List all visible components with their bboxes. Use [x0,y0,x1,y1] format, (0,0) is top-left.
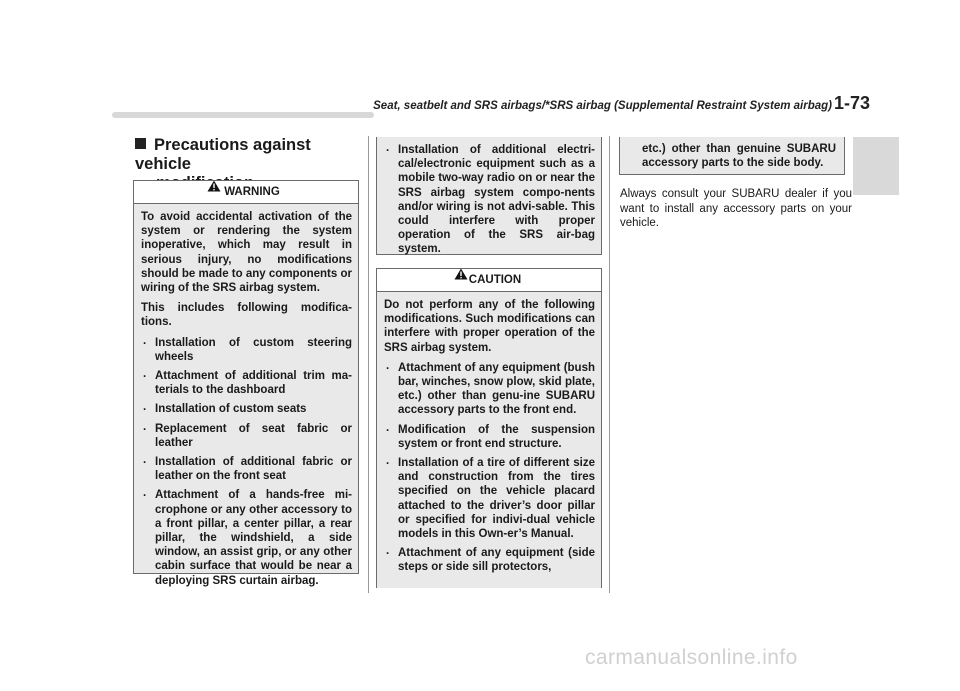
warning-triangle-icon [207,180,221,192]
caution-header [377,269,601,292]
section-title-line1: Precautions against vehicle [135,136,311,173]
column-divider-2 [609,136,610,593]
list-item: . Replacement of seat fabric or leather [141,422,352,450]
list-item: . Installation of a tire of different size and construction from the tires specified on the vehicle placard attached to the driver’s door pillar or specified for indivi-dual vehicle models in this Own-er’s Manual. [384,456,595,541]
watermark: carmanualsonline.info [585,646,798,669]
body-paragraph: Always consult your SUBARU dealer if you want to install any accessory parts on your vehicle. [620,188,852,229]
caution-box [376,268,602,588]
caution-box-continued [619,137,845,175]
list-item: . Installation of additional electri-cal/electronic equipment such as a mobile two-way radio on or near the SRS airbag system compo-nents and/or wiring is not advi-sable. This could interfere with proper operation of the SRS air-bag system. [384,143,595,257]
warning-header [134,181,358,204]
caution-triangle-icon [454,268,468,280]
list-item: . Installation of additional fabric or leather on the front seat [141,455,352,483]
chapter-tab [853,137,899,195]
header-rule [112,112,374,118]
section-marker-icon [135,138,146,149]
list-item: . Attachment of any equipment (bush bar, winches, snow plow, skid plate, etc.) other than genu-ine SUBARU accessory parts to the front end. [384,361,595,418]
list-item: . Attachment of any equipment (side steps or side sill protectors, [384,546,595,574]
list-item: . Modification of the suspension system or front end structure. [384,423,595,451]
list-item: . Installation of custom seats [141,402,352,416]
warning-continued-body [377,137,601,266]
warning-paragraph: To avoid accidental activation of the system or rendering the system inoperative, which may result in serious injury, no modifications should be made to any components or wiring of the SRS airbag system. [141,211,352,295]
warning-label: WARNING [224,186,280,198]
caution-continued-text: etc.) other than genuine SUBARU accessory parts to the side body. [642,143,836,170]
running-head: Seat, seatbelt and SRS airbags/*SRS airbag (Supplemental Restraint System airbag) [373,100,832,112]
column-divider-1 [368,136,369,593]
list-item: . Installation of custom steering wheels [141,336,352,364]
warning-body [134,204,358,597]
list-item: . Attachment of a hands-free mi-crophone or any other accessory to a front pillar, a center pillar, a rear pillar, the windshield, a side window, an assist grip, or any other cabin surface that would be near a deploying SRS curtain airbag. [141,488,352,587]
caution-continued-body [620,137,844,174]
warning-box [133,180,359,587]
warning-paragraph: This includes following modifica-tions. [141,302,352,329]
caution-body [377,292,601,584]
caution-intro: Do not perform any of the following modifications. Such modifications can interfere with proper operation of the SRS airbag system. [384,299,595,354]
page-number: 1-73 [833,93,870,113]
list-item: . Attachment of additional trim ma-terials to the dashboard [141,369,352,397]
warning-box-continued [376,137,602,255]
caution-label: CAUTION [468,274,522,286]
